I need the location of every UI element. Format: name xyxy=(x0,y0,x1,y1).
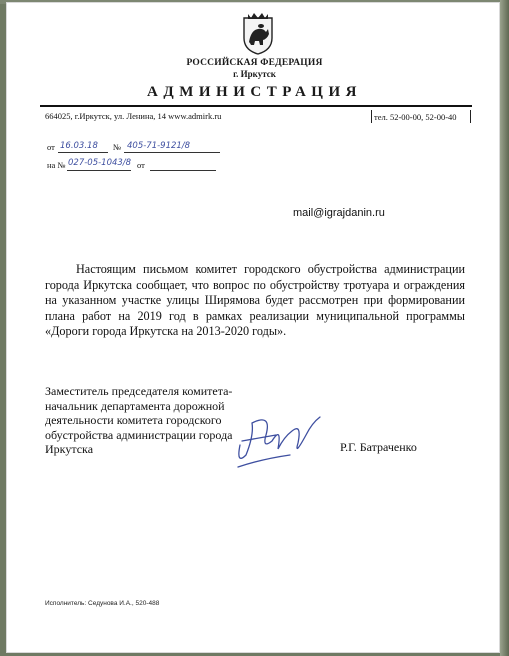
to-label: на № xyxy=(47,160,66,170)
incoming-number-line xyxy=(67,170,131,171)
outgoing-number: 405-71-9121/8 xyxy=(127,141,191,151)
phone-line: тел. 52-00-00, 52-00-40 xyxy=(374,112,457,122)
letter-body: Настоящим письмом комитет городского обустройства администрации города Иркутска сообщает, что вопрос по обустройству тротуара и ограждения на указанном участке улицы Ширямова будет рассмотрен при формировании плана работ на 2019 год в рамках реализации муниципальной программы «Дороги города Иркутска на 2013-2020 годы». xyxy=(45,262,465,338)
incoming-number: 027-05-1043/8 xyxy=(68,158,132,168)
recipient-email: mail@igrajdanin.ru xyxy=(293,207,385,219)
incoming-date-label: от xyxy=(137,160,145,170)
number-label: № xyxy=(113,142,122,152)
header-rule xyxy=(40,105,472,107)
outgoing-date: 16.03.18 xyxy=(60,141,98,151)
incoming-ref xyxy=(47,160,66,170)
country-heading: РОССИЙСКАЯ ФЕДЕРАЦИЯ xyxy=(186,58,323,68)
coat-of-arms-icon xyxy=(241,12,275,56)
address-line: 664025, г.Иркутск, ул. Ленина, 14 www.admirk.ru xyxy=(45,111,222,121)
date-line xyxy=(58,152,108,153)
number-line xyxy=(124,152,220,153)
signer-name: Р.Г. Батраченко xyxy=(340,440,417,454)
executor-line: Исполнитель: Седунова И.А., 520-488 xyxy=(45,600,160,607)
city-heading: г. Иркутск xyxy=(233,69,276,79)
from-label: от xyxy=(47,142,55,152)
outgoing-ref xyxy=(47,142,55,152)
handwritten-signature xyxy=(232,405,324,471)
organization-title: АДМИНИСТРАЦИЯ xyxy=(147,84,362,100)
signer-position: Заместитель председателя комитета-начальник департамента дорожной деятельности комитета городского обустройства администрации города Иркутска xyxy=(45,384,233,456)
incoming-date-line xyxy=(150,170,216,171)
